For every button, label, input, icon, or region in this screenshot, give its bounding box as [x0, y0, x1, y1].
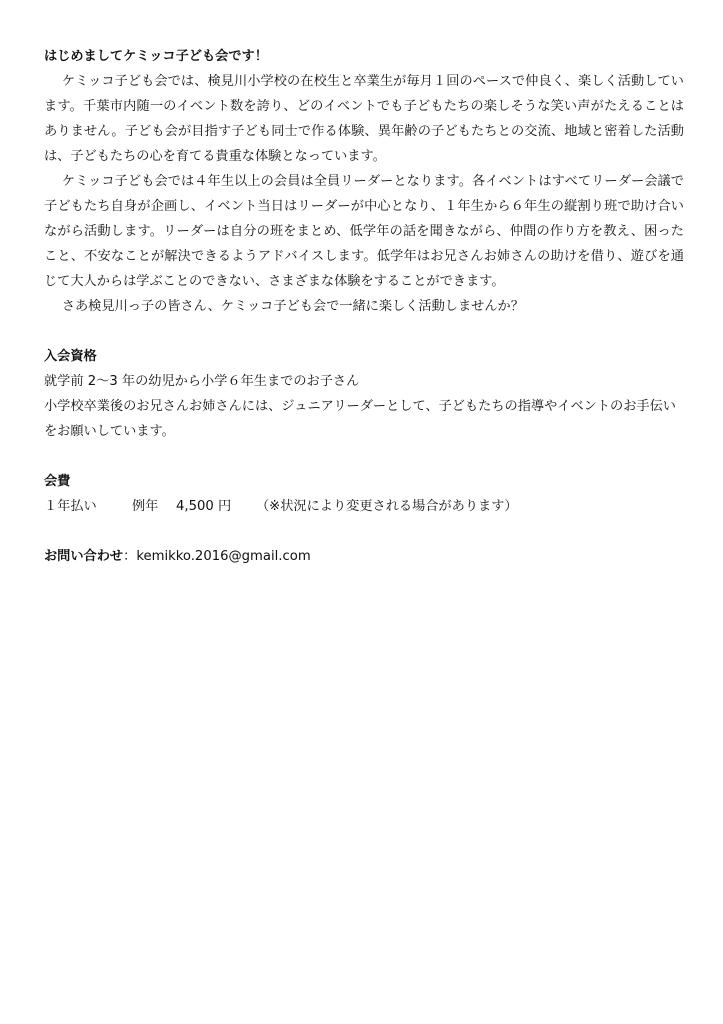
document-page [44, 44, 684, 569]
fee-heading: 会費 [44, 474, 71, 489]
eligibility-line-2: 小学校卒業後のお兄さんお姉さんには、ジュニアリーダーとして、子どもたちの指導やイベントのお手伝いをお願いしています。 [44, 399, 676, 439]
intro-paragraph-1: ケミッコ子ども会では、検見川小学校の在校生と卒業生が毎月１回のペースで仲良く、楽しく活動しています。千葉市内随一のイベント数を誇り、どのイベントでも子どもたちの楽しそうな笑い声がたえることはありません。子ども会が目指す子ども同士で作る体験、異年齢の子どもたちとの交流、地域と密着した活動は、子どもたちの心を育てる貴重な体験となっています。 [44, 74, 684, 164]
fee-row [44, 494, 684, 519]
fee-amount: 4,500 円 [176, 499, 232, 514]
intro-paragraph-3: さあ検見川っ子の皆さん、ケミッコ子ども会で一緒に楽しく活動しませんか？ [61, 299, 524, 314]
spacer [44, 444, 684, 469]
contact-label: お問い合わせ [44, 549, 124, 564]
intro-paragraph-2: ケミッコ子ども会では４年生以上の会員は全員リーダーとなります。各イベントはすべてリーダー会議で子どもたち自身が企画し、イベント当日はリーダーが中心となり、１年生から６年生の縦割り班で助け合いながら活動します。リーダーは自分の班をまとめ、低学年の話を聞きながら、仲間の作り方を教え、困ったこと、不安なことが解決できるようアドバイスします。低学年はお兄さんお姉さんの助けを借り、遊びを通じて大人からは学ぶことのできない、さまざまな体験をすることができます。 [44, 174, 684, 289]
fee-plan: １年払い [44, 499, 97, 514]
contact-separator: ： [123, 549, 137, 564]
fee-note: （※状況により変更される場合があります） [256, 499, 518, 514]
spacer [44, 519, 684, 544]
contact-line [44, 544, 684, 569]
intro-heading: はじめましてケミッコ子ども会です！ [44, 49, 268, 64]
contact-email[interactable]: kemikko.2016@gmail.com [136, 549, 311, 564]
eligibility-heading: 入会資格 [44, 349, 97, 364]
spacer [44, 319, 684, 344]
fee-label: 例年 [132, 499, 159, 514]
eligibility-line-1: 就学前 2～3 年の幼児から小学６年生までのお子さん [44, 374, 360, 389]
